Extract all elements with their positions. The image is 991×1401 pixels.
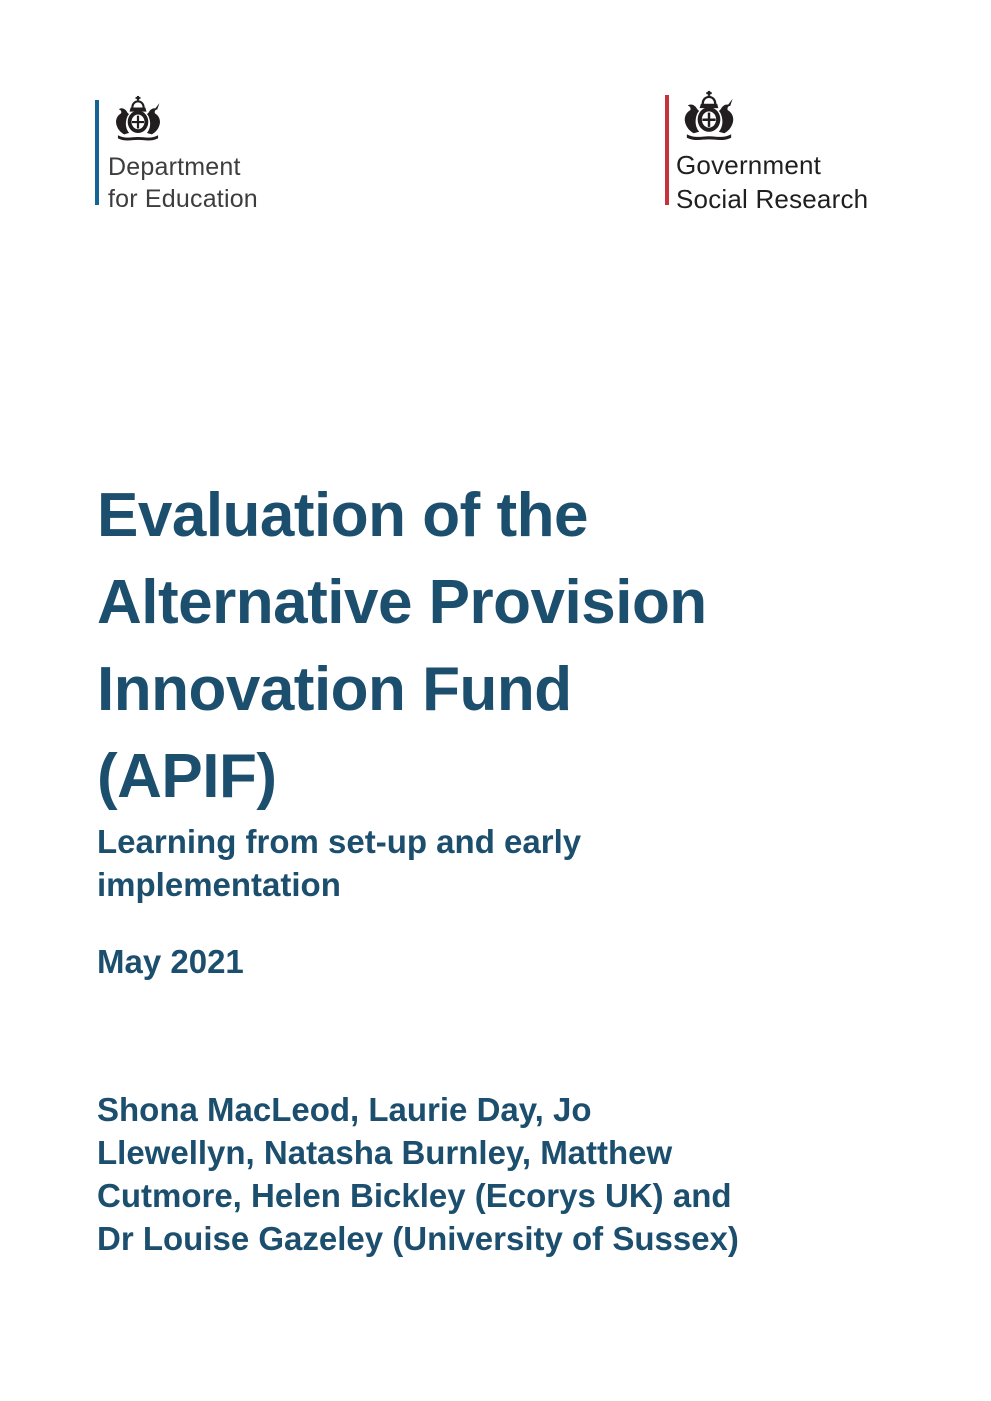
- report-authors: [97, 1088, 917, 1260]
- report-title-line: Innovation Fund: [97, 654, 572, 724]
- gsr-name-line1: Government: [676, 150, 822, 180]
- royal-coat-of-arms-icon: [109, 95, 167, 151]
- report-title-line: (APIF): [97, 741, 277, 811]
- report-title: [97, 472, 927, 820]
- dfe-name-line1: Department: [108, 153, 241, 181]
- report-authors-line: Llewellyn, Natasha Burnley, Matthew: [97, 1134, 673, 1171]
- report-date: May 2021: [97, 943, 244, 980]
- report-authors-line: Shona MacLeod, Laurie Day, Jo: [97, 1091, 592, 1128]
- report-authors-line: Dr Louise Gazeley (University of Sussex): [97, 1220, 739, 1257]
- report-subtitle-line: implementation: [97, 866, 341, 903]
- gsr-logo-text: [676, 148, 868, 216]
- report-subtitle: [97, 820, 737, 906]
- gsr-red-bar: [665, 95, 669, 205]
- gsr-logo: [665, 88, 925, 213]
- gsr-name-line2: Social Research: [676, 184, 869, 214]
- report-subtitle-line: Learning from set-up and early: [97, 823, 582, 860]
- dfe-name-line2: for Education: [108, 185, 258, 213]
- royal-coat-of-arms-icon: [677, 90, 741, 151]
- dfe-logo-text: [108, 151, 258, 215]
- dfe-logo: [95, 95, 355, 215]
- report-title-line: Alternative Provision: [97, 567, 707, 637]
- dfe-blue-bar: [95, 100, 99, 205]
- report-authors-line: Cutmore, Helen Bickley (Ecorys UK) and: [97, 1177, 732, 1214]
- report-title-line: Evaluation of the: [97, 480, 588, 550]
